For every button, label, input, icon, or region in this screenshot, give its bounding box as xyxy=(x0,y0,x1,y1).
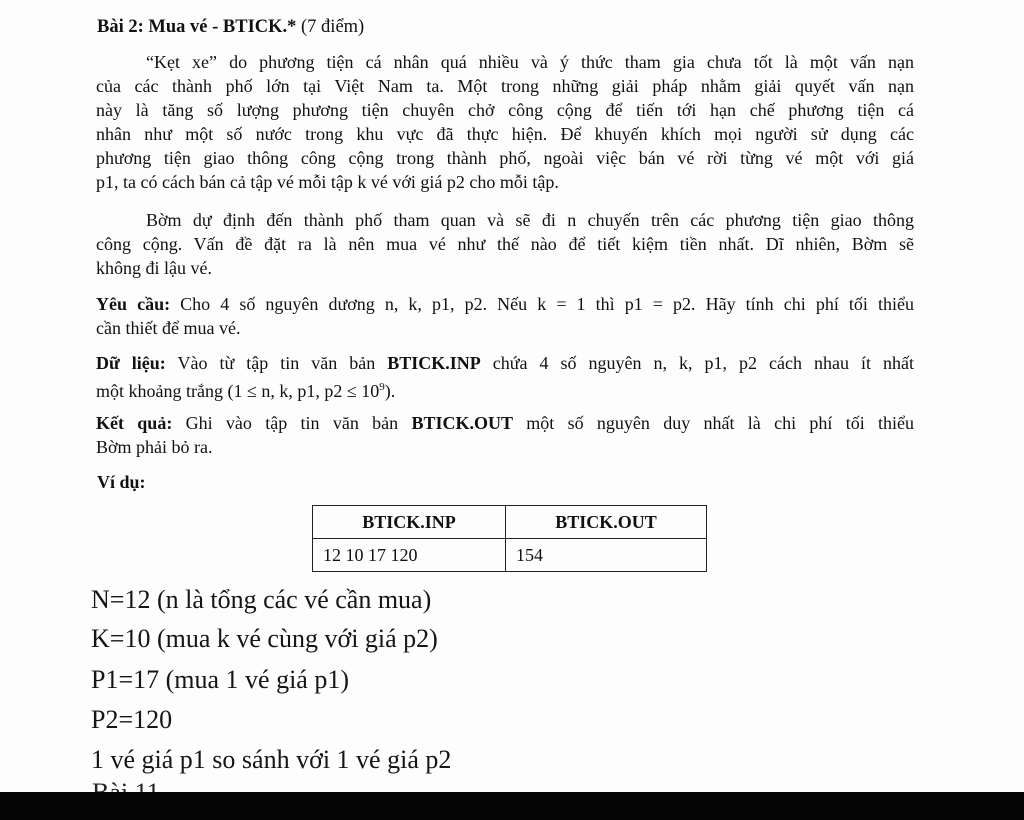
example-label: Ví dụ: xyxy=(97,472,146,492)
input-text-b: chứa 4 số nguyên n, k, p1, p2 cách nhau ít nhất xyxy=(480,353,915,373)
input-section xyxy=(96,351,914,403)
text-line: này là tăng số lượng phương tiện chuyên chở công cộng để tiến tới hạn chế phương tiện cá xyxy=(96,100,914,120)
text-line: không đi lậu vé. xyxy=(96,258,212,278)
text-line: p1, ta có cách bán cả tập vé mỗi tập k vé với giá p2 cho mỗi tập. xyxy=(96,172,559,192)
problem-title xyxy=(97,14,364,40)
requirement-text-2: cần thiết để mua vé. xyxy=(96,318,241,338)
problem-title-bold: Bài 2: Mua vé - BTICK.* xyxy=(97,17,297,37)
output-section xyxy=(96,411,914,459)
requirement-label: Yêu cầu: xyxy=(96,294,171,314)
cut-off-text xyxy=(92,780,160,792)
output-text-2: Bờm phải bỏ ra. xyxy=(96,437,213,457)
constraint-close: ). xyxy=(384,381,396,401)
problem-title-points: (7 điểm) xyxy=(296,17,365,37)
note-line: 1 vé giá p1 so sánh với 1 vé giá p2 xyxy=(91,745,452,774)
text-line: nhân như một số nước trong khu vực đã thực hiện. Để khuyến khích mọi người sử dụng các xyxy=(96,124,914,144)
table-cell-input: 12 10 17 120 xyxy=(313,539,506,572)
requirement-section xyxy=(96,292,914,340)
table-row xyxy=(313,539,707,572)
text-line: công cộng. Vấn đề đặt ra là nên mua vé như thế nào để tiết kiệm tiền nhất. Dĩ nhiên, Bờm sẽ xyxy=(96,234,914,254)
text-line: phương tiện giao thông công cộng trong thành phố, ngoài việc bán vé rời từng vé một với giá xyxy=(96,148,914,168)
note-line: P2=120 xyxy=(91,705,173,734)
note-line: K=10 (mua k vé cùng với giá p2) xyxy=(91,624,438,653)
table-cell-output: 154 xyxy=(506,539,707,572)
table-header-row xyxy=(313,506,707,539)
output-text: Ghi vào tập tin văn bản xyxy=(172,413,412,433)
table-header-output: BTICK.OUT xyxy=(506,506,707,539)
constraint-exponent: 9 xyxy=(379,381,385,393)
text-line: Bờm dự định đến thành phố tham quan và sẽ đi n chuyến trên các phương tiện giao thông xyxy=(146,210,914,230)
note-line: N=12 (n là tổng các vé cần mua) xyxy=(91,585,432,614)
output-text-b: một số nguyên duy nhất là chi phí tối thiểu xyxy=(512,413,915,433)
output-label: Kết quả: xyxy=(96,413,173,433)
text-line: của các thành phố lớn tại Việt Nam ta. Một trong những giải pháp nhằm giải quyết vấn nạn xyxy=(96,76,914,96)
note-line: P1=17 (mua 1 vé giá p1) xyxy=(91,665,350,694)
output-filename: BTICK.OUT xyxy=(411,413,513,433)
paragraph-intro xyxy=(96,50,914,194)
constraint-text: một khoảng trắng (1 ≤ n, k, p1, p2 ≤ 10 xyxy=(96,381,380,401)
input-text: Vào từ tập tin văn bản xyxy=(165,353,388,373)
paragraph-story xyxy=(96,208,914,280)
requirement-text: Cho 4 số nguyên dương n, k, p1, p2. Nếu k = 1 thì p1 = p2. Hãy tính chi phí tối thiểu xyxy=(170,294,914,314)
example-table xyxy=(312,505,707,572)
table-header-input: BTICK.INP xyxy=(313,506,506,539)
input-label: Dữ liệu: xyxy=(96,353,166,373)
text-line: “Kẹt xe” do phương tiện cá nhân quá nhiều và ý thức tham gia chưa tốt là một vấn nạn xyxy=(146,52,914,72)
bottom-black-bar xyxy=(0,792,1024,820)
input-filename: BTICK.INP xyxy=(387,353,481,373)
